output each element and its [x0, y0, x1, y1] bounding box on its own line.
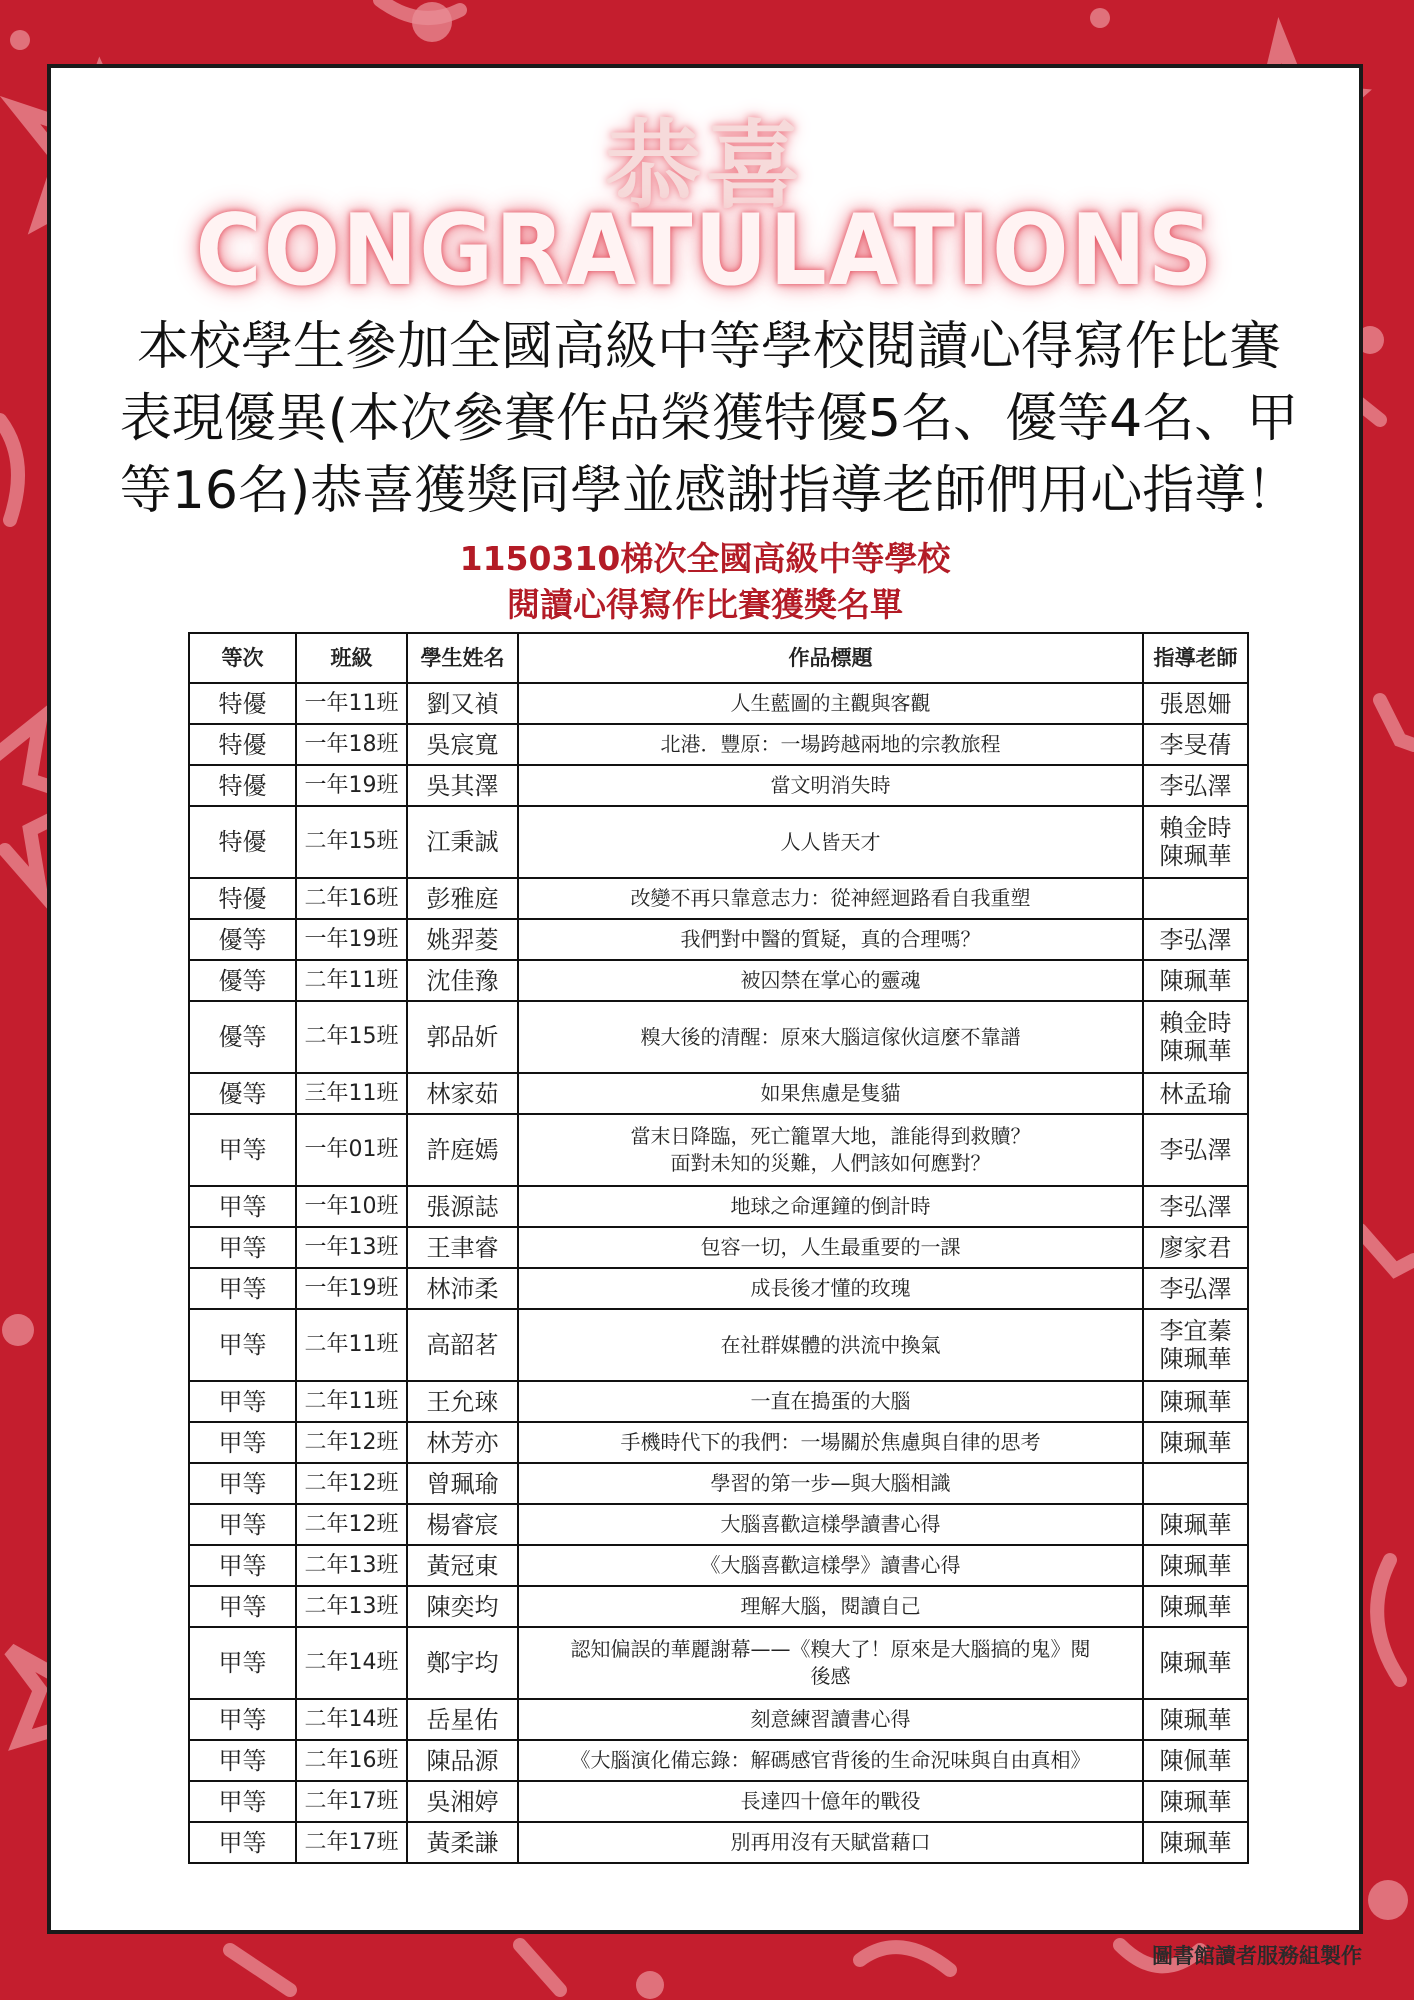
- cell-class: 二年16班: [296, 878, 407, 919]
- cell-grade: 甲等: [189, 1504, 296, 1545]
- cell-teacher: [1143, 1545, 1248, 1586]
- teacher-name: 陳珮華: [1159, 966, 1232, 995]
- work-title-line: 包容一切，人生最重要的一課: [700, 1235, 961, 1259]
- cell-teacher: [1143, 878, 1248, 919]
- cell-teacher: [1143, 1268, 1248, 1309]
- table-row: [189, 1381, 1248, 1422]
- cell-work-title: [518, 1001, 1143, 1073]
- table-row: [189, 960, 1248, 1001]
- cell-work-title: [518, 1309, 1143, 1381]
- table-row: [189, 1186, 1248, 1227]
- teacher-name: 李弘澤: [1159, 925, 1232, 954]
- cell-grade: 甲等: [189, 1586, 296, 1627]
- cell-student-name: 高韶茗: [407, 1309, 518, 1381]
- cell-class: 二年13班: [296, 1586, 407, 1627]
- teacher-name: 陳珮華: [1159, 842, 1232, 870]
- award-table-body: [189, 683, 1248, 1863]
- cell-work-title: [518, 806, 1143, 878]
- header-class: 班級: [296, 633, 407, 683]
- cell-grade: 甲等: [189, 1422, 296, 1463]
- table-row: [189, 806, 1248, 878]
- cell-grade: 優等: [189, 960, 296, 1001]
- subtitle-line: 閱讀心得寫作比賽獲獎名單: [507, 585, 903, 624]
- header-grade: 等次: [189, 633, 296, 683]
- teacher-name: 陳珮華: [1159, 1787, 1232, 1816]
- teacher-name: 陳珮華: [1159, 1345, 1232, 1373]
- intro-line: 表現優異(本次參賽作品榮獲特優5名、優等4名、甲: [119, 389, 1299, 449]
- cell-work-title: [518, 765, 1143, 806]
- work-title-line: 被囚禁在掌心的靈魂: [740, 968, 921, 992]
- award-card: [47, 64, 1363, 1934]
- cell-student-name: 林家茹: [407, 1073, 518, 1114]
- cell-work-title: [518, 1627, 1143, 1699]
- cell-work-title: [518, 1463, 1143, 1504]
- cell-student-name: 黃柔謙: [407, 1822, 518, 1863]
- work-title-line: 地球之命運鐘的倒計時: [730, 1194, 931, 1218]
- list-subtitle: [51, 536, 1359, 628]
- cell-grade: 特優: [189, 683, 296, 724]
- cell-teacher: [1143, 1822, 1248, 1863]
- cell-student-name: 林芳亦: [407, 1422, 518, 1463]
- subtitle-line: 1150310梯次全國高級中等學校: [459, 539, 951, 578]
- work-title-line: 認知偏誤的華麗謝幕——《糗大了！原來是大腦搞的鬼》閱: [570, 1637, 1091, 1661]
- cell-class: 二年15班: [296, 1001, 407, 1073]
- teacher-name: 廖家君: [1159, 1233, 1232, 1262]
- cell-work-title: [518, 683, 1143, 724]
- cell-grade: 特優: [189, 765, 296, 806]
- cell-teacher: [1143, 765, 1248, 806]
- cell-student-name: 郭品妡: [407, 1001, 518, 1073]
- cell-class: 一年10班: [296, 1186, 407, 1227]
- table-row: [189, 1463, 1248, 1504]
- work-title-line: 人生藍圖的主觀與客觀: [730, 691, 931, 715]
- cell-grade: 甲等: [189, 1309, 296, 1381]
- cell-class: 二年15班: [296, 806, 407, 878]
- cell-work-title: [518, 1740, 1143, 1781]
- cell-grade: 甲等: [189, 1740, 296, 1781]
- header-student-name: 學生姓名: [407, 633, 518, 683]
- table-row: [189, 1740, 1248, 1781]
- teacher-name: 陳珮華: [1159, 1551, 1232, 1580]
- cell-teacher: [1143, 919, 1248, 960]
- header-teacher: 指導老師: [1143, 633, 1248, 683]
- teacher-name: 李弘澤: [1159, 1274, 1232, 1303]
- cell-work-title: [518, 1381, 1143, 1422]
- cell-teacher: [1143, 724, 1248, 765]
- cell-grade: 甲等: [189, 1186, 296, 1227]
- table-row: [189, 878, 1248, 919]
- work-title-line: 我們對中醫的質疑，真的合理嗎？: [680, 927, 981, 951]
- cell-grade: 甲等: [189, 1381, 296, 1422]
- cell-grade: 甲等: [189, 1627, 296, 1699]
- cell-teacher: [1143, 1781, 1248, 1822]
- title-chinese: 恭喜: [605, 110, 805, 222]
- cell-work-title: [518, 919, 1143, 960]
- cell-student-name: 江秉誠: [407, 806, 518, 878]
- cell-work-title: [518, 1586, 1143, 1627]
- cell-student-name: 岳星佑: [407, 1699, 518, 1740]
- cell-class: 二年12班: [296, 1422, 407, 1463]
- cell-student-name: 張源誌: [407, 1186, 518, 1227]
- cell-teacher: [1143, 1627, 1248, 1699]
- work-title-line: 刻意練習讀書心得: [750, 1707, 911, 1731]
- work-title-line: 當文明消失時: [770, 773, 891, 797]
- cell-student-name: 吳宸寬: [407, 724, 518, 765]
- work-title-line: 在社群媒體的洪流中換氣: [720, 1332, 941, 1357]
- cell-work-title: [518, 1781, 1143, 1822]
- work-title-line: 《大腦喜歡這樣學》讀書心得: [700, 1553, 961, 1577]
- cell-work-title: [518, 1186, 1143, 1227]
- table-row: [189, 1114, 1248, 1186]
- cell-class: 一年18班: [296, 724, 407, 765]
- header-work-title: 作品標題: [518, 633, 1143, 683]
- cell-class: 三年11班: [296, 1073, 407, 1114]
- work-title-line: 面對未知的災難，人們該如何應對？: [670, 1151, 991, 1175]
- footer-credit: 圖書館讀者服務組製作: [1152, 1944, 1362, 1968]
- cell-work-title: [518, 1822, 1143, 1863]
- table-row: [189, 1627, 1248, 1699]
- cell-class: 二年11班: [296, 1381, 407, 1422]
- table-row: [189, 724, 1248, 765]
- cell-grade: 甲等: [189, 1227, 296, 1268]
- cell-teacher: [1143, 1227, 1248, 1268]
- cell-grade: 甲等: [189, 1822, 296, 1863]
- table-row: [189, 1822, 1248, 1863]
- cell-teacher: [1143, 1740, 1248, 1781]
- cell-grade: 優等: [189, 1073, 296, 1114]
- cell-grade: 優等: [189, 1001, 296, 1073]
- cell-work-title: [518, 1422, 1143, 1463]
- cell-teacher: [1143, 1463, 1248, 1504]
- award-table: [188, 632, 1249, 1864]
- cell-teacher: [1143, 1586, 1248, 1627]
- cell-class: 一年19班: [296, 765, 407, 806]
- table-row: [189, 1699, 1248, 1740]
- work-title-line: 長達四十億年的戰役: [740, 1789, 921, 1813]
- cell-grade: 甲等: [189, 1114, 296, 1186]
- cell-class: 一年19班: [296, 1268, 407, 1309]
- cell-class: 二年12班: [296, 1463, 407, 1504]
- table-row: [189, 683, 1248, 724]
- cell-teacher: [1143, 1504, 1248, 1545]
- cell-student-name: 林沛柔: [407, 1268, 518, 1309]
- work-title-line: 如果焦慮是隻貓: [760, 1081, 901, 1105]
- table-row: [189, 1781, 1248, 1822]
- intro-line: 本校學生參加全國高級中等學校閱讀心得寫作比賽: [136, 317, 1281, 377]
- cell-student-name: 許庭嫣: [407, 1114, 518, 1186]
- cell-class: 一年01班: [296, 1114, 407, 1186]
- work-title-line: 《大腦演化備忘錄：解碼感官背後的生命況味與自由真相》: [570, 1748, 1091, 1772]
- cell-grade: 特優: [189, 878, 296, 919]
- cell-student-name: 吳湘婷: [407, 1781, 518, 1822]
- teacher-name: 張恩姍: [1159, 689, 1232, 718]
- cell-teacher: [1143, 1186, 1248, 1227]
- teacher-name: 陳珮華: [1159, 1592, 1232, 1621]
- table-row: [189, 1309, 1248, 1381]
- teacher-name: 林孟瑜: [1159, 1079, 1232, 1108]
- work-title-line: 糗大後的清醒：原來大腦這傢伙這麼不靠譜: [640, 1024, 1021, 1049]
- teacher-name: 陳珮華: [1159, 1387, 1232, 1416]
- intro-text: [81, 311, 1337, 527]
- cell-grade: 甲等: [189, 1268, 296, 1309]
- cell-work-title: [518, 878, 1143, 919]
- work-title-line: 手機時代下的我們：一場關於焦慮與自律的思考: [620, 1430, 1041, 1454]
- cell-class: 二年14班: [296, 1627, 407, 1699]
- table-row: [189, 1001, 1248, 1073]
- cell-student-name: 黃冠東: [407, 1545, 518, 1586]
- teacher-name: 李宜蓁: [1159, 1317, 1232, 1345]
- cell-class: 二年14班: [296, 1699, 407, 1740]
- cell-student-name: 曾珮瑜: [407, 1463, 518, 1504]
- cell-class: 二年16班: [296, 1740, 407, 1781]
- table-row: [189, 1227, 1248, 1268]
- cell-teacher: [1143, 806, 1248, 878]
- cell-grade: 甲等: [189, 1781, 296, 1822]
- cell-student-name: 陳品源: [407, 1740, 518, 1781]
- table-row: [189, 1504, 1248, 1545]
- teacher-name: 李弘澤: [1159, 1192, 1232, 1221]
- work-title-line: 別再用沒有天賦當藉口: [730, 1830, 931, 1854]
- intro-line: 等16名)恭喜獲獎同學並感謝指導老師們用心指導！: [119, 461, 1299, 521]
- cell-student-name: 沈佳豫: [407, 960, 518, 1001]
- cell-class: 二年17班: [296, 1822, 407, 1863]
- cell-class: 二年11班: [296, 1309, 407, 1381]
- cell-teacher: [1143, 1114, 1248, 1186]
- cell-teacher: [1143, 1422, 1248, 1463]
- work-title-line: 後感: [810, 1664, 851, 1688]
- cell-class: 一年11班: [296, 683, 407, 724]
- cell-class: 二年17班: [296, 1781, 407, 1822]
- cell-teacher: [1143, 1381, 1248, 1422]
- cell-student-name: 鄭宇均: [407, 1627, 518, 1699]
- teacher-name: 陳珮華: [1159, 1705, 1232, 1734]
- table-row: [189, 1268, 1248, 1309]
- cell-student-name: 劉又禎: [407, 683, 518, 724]
- cell-class: 二年12班: [296, 1504, 407, 1545]
- work-title-line: 大腦喜歡這樣學讀書心得: [720, 1512, 941, 1536]
- cell-student-name: 陳奕均: [407, 1586, 518, 1627]
- cell-grade: 甲等: [189, 1463, 296, 1504]
- cell-class: 一年19班: [296, 919, 407, 960]
- teacher-name: 賴金時: [1159, 814, 1232, 842]
- table-row: [189, 1586, 1248, 1627]
- cell-student-name: 王聿睿: [407, 1227, 518, 1268]
- cell-teacher: [1143, 683, 1248, 724]
- teacher-name: 李旻蒨: [1159, 730, 1232, 759]
- cell-work-title: [518, 1073, 1143, 1114]
- cell-teacher: [1143, 1001, 1248, 1073]
- cell-work-title: [518, 724, 1143, 765]
- cell-teacher: [1143, 1309, 1248, 1381]
- teacher-name: 賴金時: [1159, 1009, 1232, 1037]
- teacher-name: 陳珮華: [1159, 1828, 1232, 1857]
- cell-grade: 特優: [189, 724, 296, 765]
- table-row: [189, 919, 1248, 960]
- cell-class: 二年13班: [296, 1545, 407, 1586]
- table-row: [189, 765, 1248, 806]
- cell-work-title: [518, 1227, 1143, 1268]
- table-header-row: [189, 633, 1248, 683]
- work-title-line: 成長後才懂的玫瑰: [750, 1276, 911, 1300]
- cell-work-title: [518, 1268, 1143, 1309]
- work-title-line: 理解大腦，閱讀自己: [740, 1594, 921, 1618]
- cell-grade: 優等: [189, 919, 296, 960]
- table-row: [189, 1545, 1248, 1586]
- cell-grade: 甲等: [189, 1545, 296, 1586]
- cell-student-name: 彭雅庭: [407, 878, 518, 919]
- cell-work-title: [518, 1504, 1143, 1545]
- teacher-name: 李弘澤: [1159, 771, 1232, 800]
- cell-student-name: 姚羿菱: [407, 919, 518, 960]
- cell-work-title: [518, 1545, 1143, 1586]
- work-title-line: 一直在搗蛋的大腦: [750, 1389, 911, 1413]
- cell-teacher: [1143, 960, 1248, 1001]
- cell-grade: 甲等: [189, 1699, 296, 1740]
- work-title-line: 人人皆天才: [780, 829, 881, 854]
- cell-work-title: [518, 1699, 1143, 1740]
- cell-class: 二年11班: [296, 960, 407, 1001]
- cell-student-name: 楊睿宸: [407, 1504, 518, 1545]
- title-english: CONGRATULATIONS: [195, 194, 1215, 308]
- cell-class: 一年13班: [296, 1227, 407, 1268]
- cell-student-name: 王允琜: [407, 1381, 518, 1422]
- teacher-name: 李弘澤: [1159, 1136, 1232, 1164]
- teacher-name: 陳佩華: [1159, 1746, 1232, 1775]
- table-row: [189, 1073, 1248, 1114]
- work-title-line: 學習的第一步—與大腦相識: [710, 1471, 951, 1495]
- teacher-name: 陳珮華: [1159, 1649, 1232, 1677]
- cell-teacher: [1143, 1073, 1248, 1114]
- cell-teacher: [1143, 1699, 1248, 1740]
- cell-student-name: 吳其澤: [407, 765, 518, 806]
- cell-grade: 特優: [189, 806, 296, 878]
- teacher-name: 陳珮華: [1159, 1510, 1232, 1539]
- teacher-name: 陳珮華: [1159, 1037, 1232, 1065]
- cell-work-title: [518, 960, 1143, 1001]
- table-row: [189, 1422, 1248, 1463]
- work-title-line: 北港．豐原：一場跨越兩地的宗教旅程: [660, 732, 1001, 756]
- cell-work-title: [518, 1114, 1143, 1186]
- work-title-line: 改變不再只靠意志力：從神經迴路看自我重塑: [630, 886, 1031, 910]
- teacher-name: 陳珮華: [1159, 1428, 1232, 1457]
- work-title-line: 當末日降臨，死亡籠罩大地，誰能得到救贖？: [630, 1124, 1031, 1148]
